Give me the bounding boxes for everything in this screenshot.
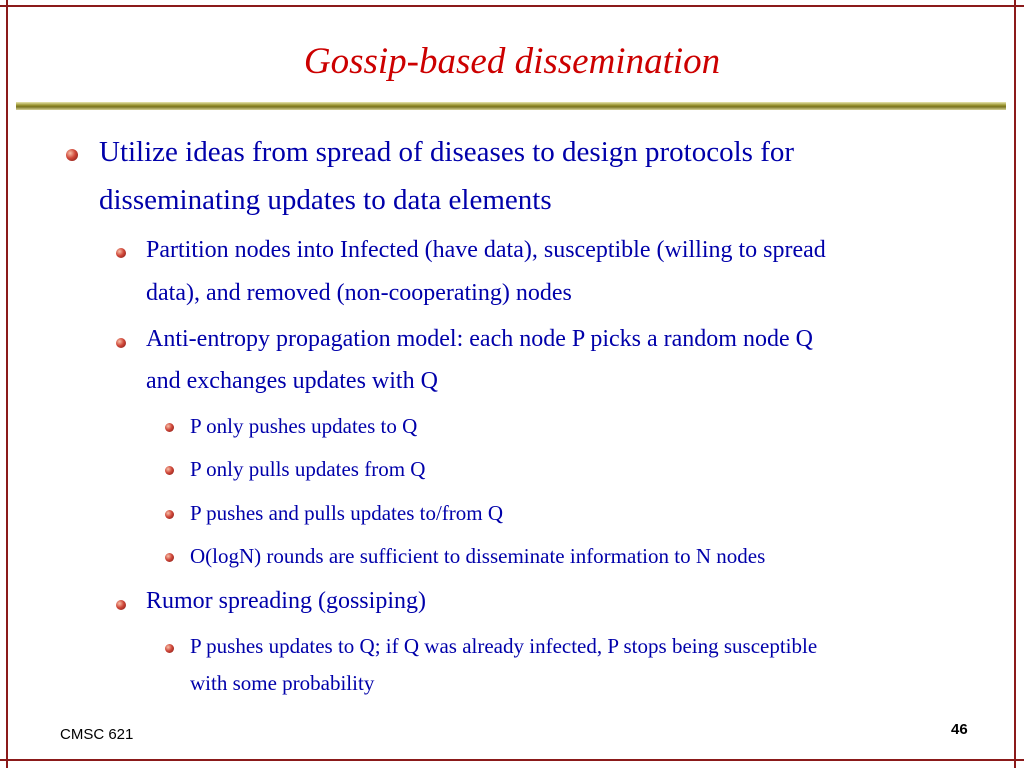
slide-title: Gossip-based dissemination <box>303 41 721 82</box>
bullet-pull: P only pulls updates from Q <box>190 457 426 481</box>
bullet-icon <box>116 600 126 610</box>
bullet-icon <box>66 149 78 161</box>
bullet-icon <box>165 553 174 562</box>
bullet-main-line2: disseminating updates to data elements <box>99 184 552 216</box>
bullet-icon <box>165 510 174 519</box>
frame-top-line <box>0 5 1024 7</box>
bullet-pushpull: P pushes and pulls updates to/from Q <box>190 501 504 525</box>
frame-left-line <box>6 0 8 768</box>
bullet-rumor-detail-line2: with some probability <box>190 671 375 695</box>
footer-course: CMSC 621 <box>60 726 134 743</box>
title-divider <box>16 102 1006 110</box>
bullet-partition-line2: data), and removed (non-cooperating) nodes <box>146 280 572 306</box>
bullet-icon <box>116 248 126 258</box>
bullet-icon <box>165 644 174 653</box>
bullet-antientropy-line2: and exchanges updates with Q <box>146 368 438 394</box>
frame-right-line <box>1014 0 1016 768</box>
footer-page-number: 46 <box>951 721 968 738</box>
bullet-rounds: O(logN) rounds are sufficient to disseminate information to N nodes <box>190 544 766 568</box>
bullet-push: P only pushes updates to Q <box>190 414 418 438</box>
bullet-rumor-detail-line1: P pushes updates to Q; if Q was already infected, P stops being susceptible <box>190 634 818 658</box>
bullet-main-line1: Utilize ideas from spread of diseases to design protocols for <box>99 136 795 168</box>
bullet-antientropy-line1: Anti-entropy propagation model: each node P picks a random node Q <box>146 326 813 352</box>
frame-bottom-line <box>0 759 1024 761</box>
bullet-partition-line1: Partition nodes into Infected (have data), susceptible (willing to spread <box>146 237 826 263</box>
bullet-icon <box>165 423 174 432</box>
bullet-icon <box>116 338 126 348</box>
bullet-rumor: Rumor spreading (gossiping) <box>146 588 426 614</box>
bullet-icon <box>165 466 174 475</box>
